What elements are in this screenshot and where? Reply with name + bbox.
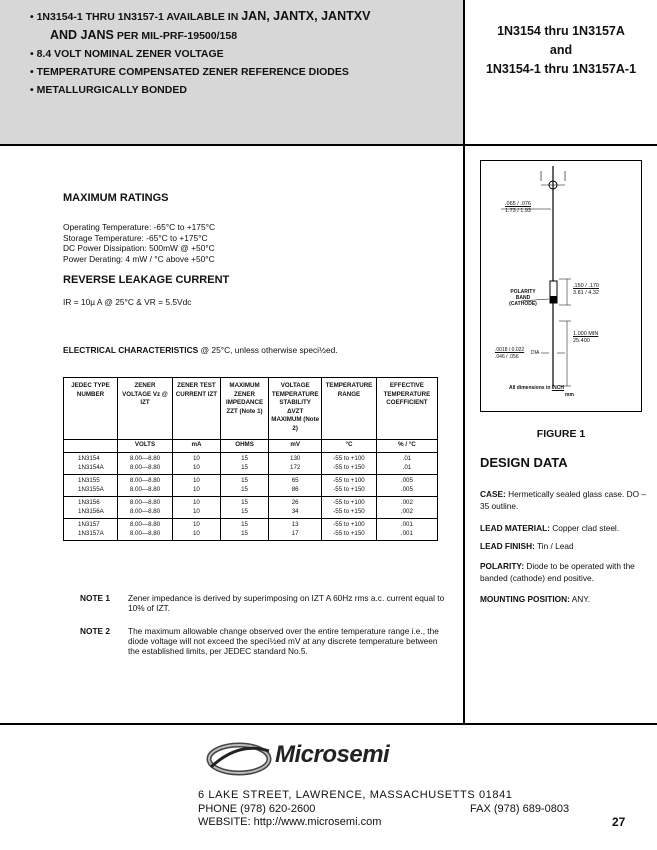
- design-data-title: DESIGN DATA: [480, 455, 568, 470]
- cell-izt: 10 10: [173, 519, 221, 541]
- cell-zzt: 15 15: [220, 497, 268, 519]
- cell-zzt: 15 15: [220, 519, 268, 541]
- part-line-1: 1N3154 thru 1N3157A: [497, 24, 625, 38]
- cell-range: -55 to +100 -55 to +150: [322, 519, 377, 541]
- unit-cell: mV: [269, 440, 322, 453]
- table-header-row: [64, 378, 438, 440]
- design-mounting: MOUNTING POSITION: ANY.: [480, 594, 591, 604]
- bullet-2: AND JANS PER MIL-PRF-19500/158: [50, 28, 238, 42]
- col-dv: VOLTAGE TEMPERATURE STABILITY ΔVZT MAXIMUM (Note 2): [269, 378, 322, 440]
- leakage-value: IR = 10µ A @ 25°C & VR = 5.5Vdc: [63, 297, 192, 307]
- bullet-3: • 8.4 VOLT NOMINAL ZENER VOLTAGE: [30, 48, 224, 60]
- divider-header: [0, 144, 657, 146]
- diode-outline-drawing: [481, 161, 641, 411]
- cell-dv: 26 34: [269, 497, 322, 519]
- leakage-title: REVERSE LEAKAGE CURRENT: [63, 274, 230, 286]
- max-ratings-list: [63, 222, 215, 264]
- address-line: 6 LAKE STREET, LAWRENCE, MASSACHUSETTS 01841: [198, 789, 513, 801]
- bullet-4: • TEMPERATURE COMPENSATED ZENER REFERENCE DIODES: [30, 66, 349, 78]
- rating-line: Power Derating: 4 mW / °C above +50°C: [63, 253, 215, 264]
- note-text: Zener impedance is derived by superimposing on IZT A 60Hz rms a.c. current equal to 10% of IZT.: [128, 593, 445, 613]
- note-label: NOTE 1: [80, 593, 110, 603]
- cell-type: 1N3155 1N3155A: [64, 475, 118, 497]
- cell-vz: 8.00—8.80 8.00—8.80: [117, 453, 172, 475]
- divider-footer: [0, 723, 657, 725]
- unit-cell: VOLTS: [117, 440, 172, 453]
- cell-coef: .001 .001: [376, 519, 437, 541]
- part-line-2: and: [549, 43, 573, 57]
- electrical-table: [63, 377, 438, 541]
- cell-vz: 8.00—8.80 8.00—8.80: [117, 475, 172, 497]
- dimensions-note-mm: mm: [565, 392, 574, 398]
- col-range: TEMPERATURE RANGE: [322, 378, 377, 440]
- unit-cell: °C: [322, 440, 377, 453]
- cell-izt: 10 10: [173, 497, 221, 519]
- cell-type: 1N3157 1N3157A: [64, 519, 118, 541]
- max-ratings-title: MAXIMUM RATINGS: [63, 192, 169, 204]
- logo-swoosh-icon: [205, 737, 277, 779]
- rating-line: Storage Temperature: -65°C to +175°C: [63, 232, 208, 243]
- unit-cell: mA: [173, 440, 221, 453]
- cell-range: -55 to +100 -55 to +150: [322, 475, 377, 497]
- dia-text: DIA: [531, 350, 540, 356]
- figure-1-frame: [480, 160, 642, 412]
- cell-coef: .005 .005: [376, 475, 437, 497]
- feature-bullets: [30, 10, 370, 102]
- cell-vz: 8.00—8.80 8.00—8.80: [117, 519, 172, 541]
- table-row: [64, 475, 438, 497]
- bullet-1: • 1N3154-1 THRU 1N3157-1 AVAILABLE IN JAN, JANTX, JANTXV: [30, 9, 371, 23]
- table-units-row: [64, 440, 438, 453]
- cell-zzt: 15 15: [220, 453, 268, 475]
- page-number: 27: [612, 815, 626, 829]
- col-izt: ZENER TEST CURRENT IZT: [173, 378, 221, 440]
- note-1: [80, 593, 450, 613]
- design-case: CASE: Hermetically sealed glass case. DO – 35 outline.: [480, 489, 647, 511]
- website-line: WEBSITE: http://www.microsemi.com: [198, 816, 382, 828]
- cell-coef: .002 .002: [376, 497, 437, 519]
- design-polarity: POLARITY: Diode to be operated with the banded (cathode) end positive.: [480, 561, 635, 583]
- col-type: JEDEC TYPE NUMBER: [64, 378, 118, 440]
- cell-zzt: 15 15: [220, 475, 268, 497]
- table-row: [64, 497, 438, 519]
- note-text: The maximum allowable change observed over the entire temperature range i.e., the diode voltage will not exceed the speci½ed mV at any discrete temperature between the established limits, per JEDEC standard No.5.: [128, 626, 439, 656]
- cell-dv: 65 86: [269, 475, 322, 497]
- cell-izt: 10 10: [173, 453, 221, 475]
- logo-text: Microsemi: [275, 741, 390, 768]
- unit-cell: OHMS: [220, 440, 268, 453]
- design-lead-material: LEAD MATERIAL: Copper clad steel.: [480, 523, 620, 533]
- design-lead-finish: LEAD FINISH: Tin / Lead: [480, 541, 574, 551]
- part-number-title: [465, 22, 657, 79]
- table-row: [64, 453, 438, 475]
- cell-vz: 8.00—8.80 8.00—8.80: [117, 497, 172, 519]
- rating-line: DC Power Dissipation: 500mW @ +50°C: [63, 243, 215, 253]
- microsemi-logo: [205, 735, 465, 780]
- col-coef: EFFECTIVE TEMPERATURE COEFFICIENT: [376, 378, 437, 440]
- body-length-label: .150 / .170 3.81 / 4.32: [573, 283, 599, 296]
- cell-type: 1N3156 1N3156A: [64, 497, 118, 519]
- rating-line: Operating Temperature: -65°C to +175°C: [63, 222, 216, 232]
- figure-1-label: FIGURE 1: [536, 428, 586, 440]
- col-zzt: MAXIMUM ZENER IMPEDANCE ZZT (Note 1): [220, 378, 268, 440]
- phone-line: PHONE (978) 620-2600: [198, 803, 316, 815]
- unit-cell: [64, 440, 118, 453]
- cell-coef: .01 .01: [376, 453, 437, 475]
- polarity-label: POLARITY BAND (CATHODE): [509, 289, 537, 307]
- elec-char-heading: ELECTRICAL CHARACTERISTICS @ 25°C, unless otherwise speci½ed.: [63, 345, 338, 355]
- note-label: NOTE 2: [80, 626, 110, 636]
- divider-vertical: [463, 0, 465, 725]
- cell-izt: 10 10: [173, 475, 221, 497]
- part-line-3: 1N3154-1 thru 1N3157A-1: [485, 62, 637, 76]
- note-2: [80, 626, 450, 656]
- wire-dia-label: .0018 / 0.022 .046 / .056: [495, 347, 525, 360]
- bullet-5: • METALLURGICALLY BONDED: [30, 84, 187, 96]
- cell-dv: 13 17: [269, 519, 322, 541]
- cell-dv: 130 172: [269, 453, 322, 475]
- unit-cell: % / °C: [376, 440, 437, 453]
- cell-type: 1N3154 1N3154A: [64, 453, 118, 475]
- col-vz: ZENER VOLTAGE Vz @ IZT: [117, 378, 172, 440]
- fax-line: FAX (978) 689-0803: [470, 803, 570, 815]
- table-row: [64, 519, 438, 541]
- lead-dia-label: .065 / .076 1.73 / 1.93: [505, 201, 531, 214]
- cell-range: -55 to +100 -55 to +150: [322, 453, 377, 475]
- dimensions-note: All dimensions in INCH: [509, 385, 565, 391]
- lead-length-label: 1.000 MIN 25.400: [573, 331, 599, 344]
- cell-range: -55 to +100 -55 to +150: [322, 497, 377, 519]
